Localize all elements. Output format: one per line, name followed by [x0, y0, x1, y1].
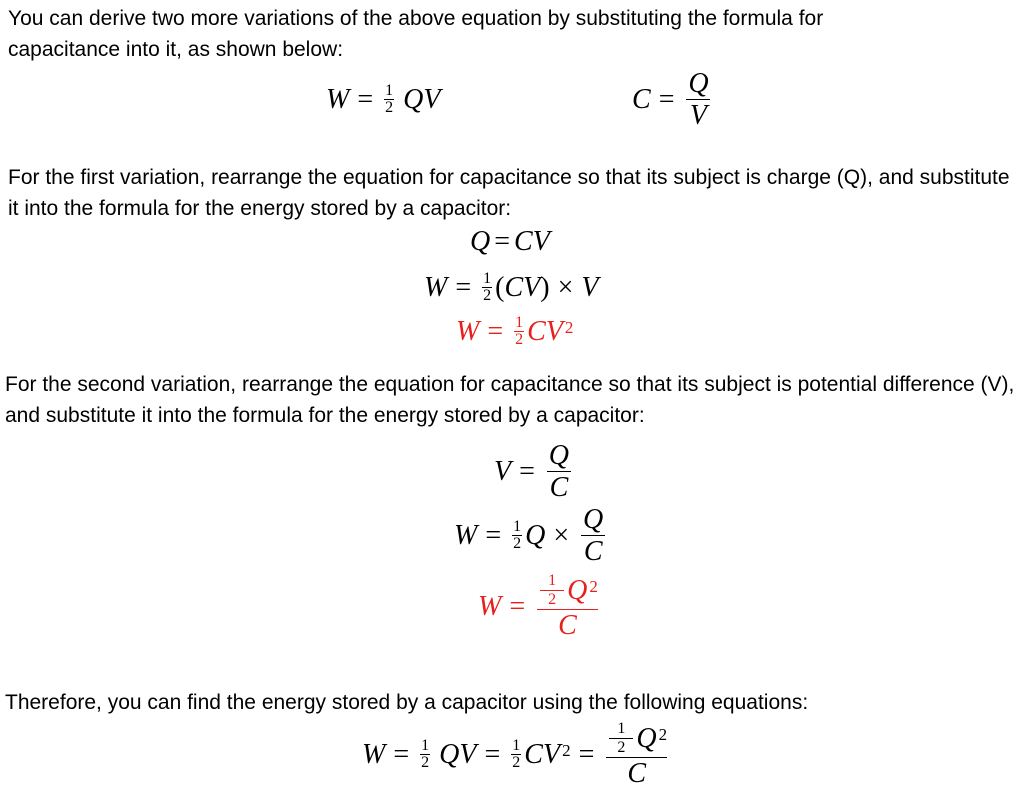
second-variation-paragraph: For the second variation, rearrange the equation for capacitance so that its subject is potential difference (V), and substitute it into the formula for the energy stored by a capacitor: [5, 373, 1015, 427]
capacitance-equation: C = Q V [632, 68, 709, 131]
substitution-equation-cv: W = 1 2 ( C V ) × V [424, 270, 599, 304]
charge-equation: Q = C V [470, 226, 550, 257]
result-equation-q-squared: W = 1 2 Q $^2$ C [478, 572, 598, 641]
result-equation-cv-squared: W = 1 2 C V $^2$ [456, 314, 574, 348]
first-variation-paragraph: For the first variation, rearrange the equation for capacitance so that its subject is charge (Q), and substitute it into the formula for the energy stored by a capacitor: [8, 166, 1010, 220]
substitution-equation-qc: W = 1 2 Q × Q C [454, 504, 604, 567]
voltage-equation: V = Q C [494, 440, 570, 503]
conclusion-paragraph: Therefore, you can find the energy stored by a capacitor using the following equations: [5, 691, 809, 714]
intro-paragraph: You can derive two more variations of the above equation by substituting the formula for capacitance into it, as shown below: [8, 7, 824, 61]
summary-equation: W = 1 2 Q V = 1 2 C V $^2$ = 1 2 Q $^2$ C [362, 720, 668, 789]
energy-equation: W = 1 2 Q V [326, 82, 441, 116]
